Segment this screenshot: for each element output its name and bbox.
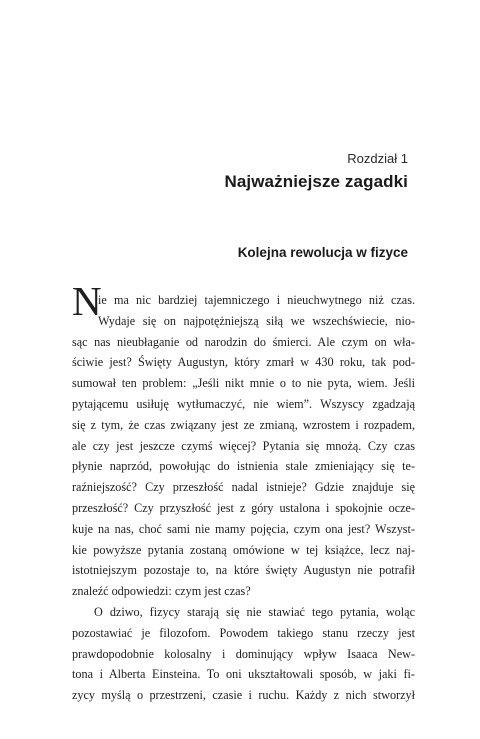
paragraph-line: istotniejszym pozostaje to, na które święty Augustyn nie potrafił	[72, 563, 415, 578]
paragraph-line: przeszłość? Czy przyszłość jest z góry ustalona i spokojnie ocze-	[72, 500, 415, 515]
paragraph-line: Wydaje się on najpotężniejszą siłą we wszechświecie, nio-	[98, 313, 415, 328]
chapter-label: Rozdział 1	[347, 151, 408, 166]
section-title: Kolejna rewolucja w fizyce	[237, 245, 408, 260]
chapter-title: Najważniejsze zagadki	[224, 172, 408, 191]
paragraph-line: O dziwo, fizycy starają się nie stawiać tego pytania, woląc	[94, 605, 415, 619]
paragraph-line: tona i Alberta Einsteina. To oni ukształtowali sposób, w jaki fi-	[72, 667, 415, 682]
drop-cap: N	[72, 278, 102, 324]
paragraph-line: kuje na nas, choć sami nie mamy pojęcia, czym ona jest? Wszyst-	[72, 521, 415, 536]
paragraph-line: raźniejszość? Czy przeszłość nadal istnieje? Gdzie znajduje się	[72, 480, 415, 495]
paragraph-1	[72, 290, 415, 602]
paragraph-2	[72, 602, 415, 706]
paragraph-line: pytającemu usiłuję wytłumaczyć, nie wiem”. Wszyscy zgadzają	[72, 396, 415, 411]
paragraph-line: prawdopodobnie kolosalny i dominujący wpływ Isaaca New-	[72, 646, 415, 661]
paragraph-line: pozostawiać je filozofom. Powodem takiego stanu rzeczy jest	[72, 625, 415, 640]
paragraph-line: ale czy jest jeszcze czymś więcej? Pytania się mnożą. Czy czas	[72, 438, 415, 453]
paragraph-line: kie powyższe pytania zostaną omówione w tej książce, lecz naj-	[72, 542, 415, 557]
paragraph-line: ie ma nic bardziej tajemniczego i nieuchwytnego niż czas.	[98, 293, 415, 307]
paragraph-line: płynie naprzód, powołując do istnienia stale zmieniający się te-	[72, 459, 415, 474]
paragraph-line: się z tym, że czas związany jest ze zmianą, wzrostem i rozpadem,	[72, 417, 415, 432]
paragraph-line: ściwie jest? Święty Augustyn, który zmarł w 430 roku, tak pod-	[72, 355, 415, 370]
paragraph-line: sąc nas nieubłaganie od narodzin do śmierci. Ale czym on wła-	[72, 334, 415, 349]
paragraph-line: zycy myślą o przestrzeni, czasie i ruchu. Każdy z nich stworzył	[72, 688, 415, 703]
paragraph-line: znaleźć odpowiedzi: czym jest czas?	[72, 584, 251, 599]
paragraph-line: sumował ten problem: „Jeśli nikt mnie o to nie pyta, wiem. Jeśli	[72, 376, 415, 391]
